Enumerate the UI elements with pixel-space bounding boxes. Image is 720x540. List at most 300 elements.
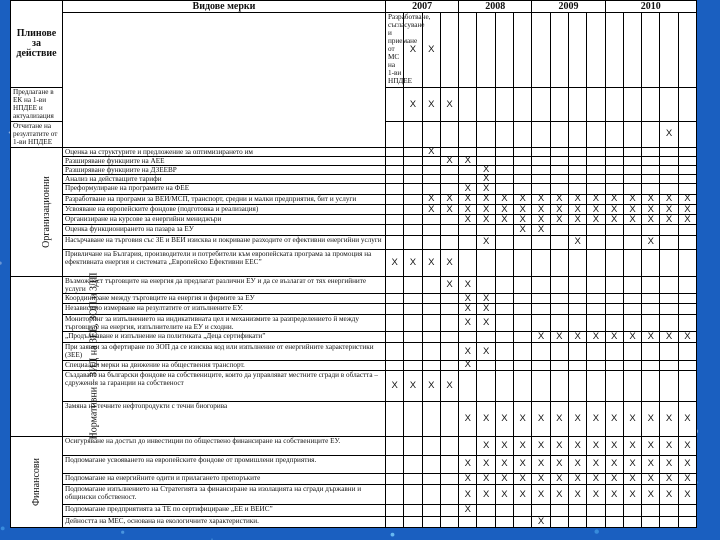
background-dot: [121, 531, 124, 534]
period-mark: [422, 304, 440, 314]
period-mark: X: [568, 332, 586, 343]
tools-header: Плинове за действие: [11, 1, 63, 88]
group-label-cell: [11, 147, 63, 276]
period-mark: [386, 225, 404, 235]
measure-text: Възможност търговците на енергия да предлагат различни ЕУ и да се възлагат от тях енергийните услуги: [63, 276, 386, 293]
period-mark: [550, 175, 568, 184]
period-mark: [568, 343, 586, 360]
period-mark: [605, 304, 623, 314]
period-mark: [605, 147, 623, 156]
period-mark: [678, 343, 696, 360]
group-label-cell: [11, 436, 63, 527]
period-mark: [495, 225, 513, 235]
measures-table: [10, 0, 697, 528]
period-mark: X: [477, 473, 495, 484]
period-mark: [514, 516, 532, 527]
period-mark: [459, 332, 477, 343]
period-mark: X: [550, 332, 568, 343]
period-mark: X: [440, 88, 458, 122]
period-mark: [422, 505, 440, 516]
measure-text: Отчитане на резултатите от 1-ви НПДЕЕ: [11, 121, 63, 147]
period-mark: X: [568, 401, 586, 436]
period-mark: X: [514, 215, 532, 225]
period-mark: X: [623, 473, 641, 484]
period-mark: [477, 505, 495, 516]
period-mark: X: [642, 235, 660, 249]
period-mark: [532, 250, 550, 277]
period-mark: X: [422, 13, 440, 88]
period-mark: [404, 456, 422, 473]
period-mark: [404, 436, 422, 455]
period-mark: [404, 225, 422, 235]
period-mark: [404, 473, 422, 484]
period-mark: X: [550, 401, 568, 436]
year-2009: 2009: [532, 1, 605, 13]
period-mark: X: [404, 250, 422, 277]
period-mark: [495, 13, 513, 88]
period-mark: [440, 235, 458, 249]
period-mark: [386, 360, 404, 370]
period-mark: X: [495, 215, 513, 225]
period-mark: [386, 294, 404, 304]
period-mark: X: [477, 401, 495, 436]
period-mark: [495, 121, 513, 147]
period-mark: [440, 436, 458, 455]
period-mark: [568, 304, 586, 314]
period-mark: [495, 314, 513, 331]
period-mark: X: [660, 484, 678, 505]
period-mark: [495, 516, 513, 527]
year-2010: 2010: [605, 1, 696, 13]
period-mark: [642, 516, 660, 527]
period-mark: [605, 314, 623, 331]
period-mark: [587, 225, 605, 235]
period-mark: [422, 484, 440, 505]
period-mark: X: [477, 166, 495, 175]
period-mark: [514, 304, 532, 314]
period-mark: [587, 147, 605, 156]
period-mark: X: [477, 436, 495, 455]
period-mark: [678, 294, 696, 304]
period-mark: [660, 314, 678, 331]
period-mark: X: [623, 332, 641, 343]
period-mark: X: [660, 215, 678, 225]
table-row: [11, 436, 697, 455]
period-mark: [660, 175, 678, 184]
measure-text: Подпомагане на енергийните одити и прилагането препоръките: [63, 473, 386, 484]
period-mark: X: [459, 194, 477, 204]
period-mark: X: [568, 235, 586, 249]
period-mark: X: [587, 332, 605, 343]
period-mark: [495, 235, 513, 249]
period-mark: [605, 88, 623, 122]
period-mark: X: [550, 456, 568, 473]
period-mark: [386, 121, 404, 147]
period-mark: [386, 516, 404, 527]
table-row: [11, 473, 697, 484]
measures-sheet: [10, 0, 696, 528]
period-mark: [678, 516, 696, 527]
period-mark: [532, 166, 550, 175]
period-mark: X: [550, 484, 568, 505]
period-mark: [605, 175, 623, 184]
measure-text: Осигуряване на достъп до инвестиции по обществено финансиране на собствениците ЕУ.: [63, 436, 386, 455]
period-mark: [532, 88, 550, 122]
table-row: [11, 456, 697, 473]
period-mark: [587, 343, 605, 360]
period-mark: [678, 360, 696, 370]
period-mark: [660, 360, 678, 370]
period-mark: X: [605, 215, 623, 225]
period-mark: [386, 147, 404, 156]
period-mark: X: [422, 250, 440, 277]
period-mark: [550, 505, 568, 516]
period-mark: X: [532, 456, 550, 473]
period-mark: [623, 166, 641, 175]
period-mark: [440, 484, 458, 505]
period-mark: X: [459, 473, 477, 484]
period-mark: X: [459, 484, 477, 505]
period-mark: [404, 516, 422, 527]
period-mark: [422, 360, 440, 370]
period-mark: [678, 250, 696, 277]
period-mark: [642, 88, 660, 122]
period-mark: [642, 121, 660, 147]
period-mark: [514, 505, 532, 516]
period-mark: X: [514, 225, 532, 235]
period-mark: [386, 343, 404, 360]
period-mark: [440, 225, 458, 235]
period-mark: [386, 456, 404, 473]
period-mark: [532, 175, 550, 184]
period-mark: X: [623, 436, 641, 455]
period-mark: [386, 401, 404, 436]
period-mark: [550, 304, 568, 314]
period-mark: [459, 436, 477, 455]
period-mark: [587, 88, 605, 122]
period-mark: X: [642, 456, 660, 473]
period-mark: [422, 456, 440, 473]
period-mark: X: [422, 88, 440, 122]
measure-text: Оценка функционирането на пазара за ЕУ: [63, 225, 386, 235]
period-mark: X: [514, 194, 532, 204]
period-mark: X: [514, 204, 532, 214]
period-mark: X: [477, 204, 495, 214]
period-mark: [568, 121, 586, 147]
period-mark: [678, 276, 696, 293]
measure-text: Подпомагане предприятията за ТЕ по сертифициране „ЕЕ и ВЕИС”: [63, 505, 386, 516]
table-row: [11, 156, 697, 165]
period-mark: [404, 276, 422, 293]
period-mark: X: [550, 194, 568, 204]
period-mark: X: [605, 401, 623, 436]
period-mark: [386, 166, 404, 175]
period-mark: [660, 13, 678, 88]
period-mark: [404, 147, 422, 156]
table-row: [11, 516, 697, 527]
period-mark: [550, 371, 568, 402]
period-mark: [605, 371, 623, 402]
period-mark: [386, 215, 404, 225]
period-mark: [404, 184, 422, 194]
period-mark: [678, 156, 696, 165]
period-mark: X: [532, 484, 550, 505]
period-mark: [550, 121, 568, 147]
measure-text: Подпомагане усвояването на европейските фондове от промишлени предприятия.: [63, 456, 386, 473]
header-row: [11, 1, 697, 13]
period-mark: [587, 121, 605, 147]
measure-text: Преформулиране на програмите на ФЕЕ: [63, 184, 386, 194]
period-mark: [550, 516, 568, 527]
measure-text: Разработване, съгласуване и приемане от МС на 1-ви НПДЕЕ: [386, 13, 404, 88]
period-mark: X: [642, 215, 660, 225]
period-mark: [550, 276, 568, 293]
period-mark: [587, 235, 605, 249]
period-mark: [404, 401, 422, 436]
period-mark: X: [440, 204, 458, 214]
period-mark: [568, 147, 586, 156]
period-mark: X: [440, 371, 458, 402]
period-mark: [678, 147, 696, 156]
period-mark: X: [477, 175, 495, 184]
period-mark: [477, 147, 495, 156]
period-mark: [568, 294, 586, 304]
period-mark: [660, 225, 678, 235]
period-mark: [623, 304, 641, 314]
period-mark: [440, 166, 458, 175]
period-mark: X: [532, 401, 550, 436]
period-mark: X: [642, 401, 660, 436]
table-row: [11, 304, 697, 314]
period-mark: [587, 505, 605, 516]
period-mark: X: [605, 194, 623, 204]
period-mark: [605, 225, 623, 235]
table-row: [11, 175, 697, 184]
period-mark: [568, 225, 586, 235]
period-mark: X: [605, 484, 623, 505]
period-mark: [623, 121, 641, 147]
measure-text: „Продължаване и изпълнение на политиката „Деца сертификати”: [63, 332, 386, 343]
period-mark: [605, 360, 623, 370]
period-mark: X: [459, 456, 477, 473]
table-row: [11, 371, 697, 402]
table-row: [11, 13, 697, 88]
period-mark: [642, 505, 660, 516]
measure-text: Оценка на структурите и предложение за оптимизирането им: [63, 147, 386, 156]
period-mark: [514, 371, 532, 402]
period-mark: [495, 332, 513, 343]
period-mark: [440, 473, 458, 484]
period-mark: X: [532, 194, 550, 204]
period-mark: X: [642, 332, 660, 343]
period-mark: [642, 147, 660, 156]
period-mark: [532, 304, 550, 314]
period-mark: [404, 332, 422, 343]
table-row: [11, 294, 697, 304]
period-mark: [623, 505, 641, 516]
table-row: [11, 215, 697, 225]
year-2008: 2008: [459, 1, 532, 13]
period-mark: X: [477, 456, 495, 473]
period-mark: [623, 13, 641, 88]
period-mark: [623, 294, 641, 304]
period-mark: X: [495, 456, 513, 473]
period-mark: X: [514, 484, 532, 505]
period-mark: X: [459, 505, 477, 516]
period-mark: X: [477, 484, 495, 505]
period-mark: [422, 156, 440, 165]
period-mark: X: [568, 473, 586, 484]
period-mark: [495, 304, 513, 314]
period-mark: [678, 175, 696, 184]
period-mark: [459, 250, 477, 277]
period-mark: [550, 147, 568, 156]
period-mark: [550, 166, 568, 175]
period-mark: X: [459, 401, 477, 436]
group-label: Финансови: [30, 457, 42, 506]
period-mark: X: [532, 204, 550, 214]
period-mark: X: [623, 204, 641, 214]
period-mark: [678, 121, 696, 147]
period-mark: X: [642, 194, 660, 204]
measure-text: Анализ на действащите тарифи: [63, 175, 386, 184]
period-mark: X: [678, 401, 696, 436]
group-label: Нормативни – ЗИД на ЗЕЕ, ЗОП и ЗДП: [88, 272, 100, 440]
period-mark: X: [459, 343, 477, 360]
period-mark: [568, 88, 586, 122]
table-row: [11, 225, 697, 235]
period-mark: [477, 332, 495, 343]
period-mark: [568, 314, 586, 331]
period-mark: [495, 156, 513, 165]
period-mark: [605, 343, 623, 360]
measure-text: Независимо измерване на резултатите от изпълнените ЕУ.: [63, 304, 386, 314]
period-mark: X: [587, 456, 605, 473]
period-mark: X: [422, 194, 440, 204]
period-mark: [587, 156, 605, 165]
period-mark: [587, 250, 605, 277]
period-mark: [587, 294, 605, 304]
period-mark: X: [477, 304, 495, 314]
period-mark: [386, 204, 404, 214]
period-mark: X: [587, 436, 605, 455]
period-mark: [678, 13, 696, 88]
measure-text: Дейността на МЕС, основана на екологичните характеристики.: [63, 516, 386, 527]
period-mark: X: [477, 194, 495, 204]
period-mark: X: [678, 332, 696, 343]
period-mark: X: [623, 484, 641, 505]
period-mark: [532, 276, 550, 293]
period-mark: X: [550, 473, 568, 484]
period-mark: [550, 88, 568, 122]
period-mark: X: [568, 215, 586, 225]
period-mark: [477, 121, 495, 147]
period-mark: [477, 250, 495, 277]
measure-text: Координиране между търговците на енергия и фирмите за ЕУ: [63, 294, 386, 304]
period-mark: X: [477, 235, 495, 249]
period-mark: X: [660, 401, 678, 436]
period-mark: X: [587, 473, 605, 484]
period-mark: [495, 360, 513, 370]
period-mark: X: [532, 473, 550, 484]
period-mark: [440, 456, 458, 473]
period-mark: [514, 343, 532, 360]
period-mark: [422, 225, 440, 235]
period-mark: [532, 343, 550, 360]
period-mark: [568, 505, 586, 516]
period-mark: X: [386, 250, 404, 277]
period-mark: [440, 343, 458, 360]
period-mark: [422, 166, 440, 175]
period-mark: [459, 121, 477, 147]
period-mark: [386, 332, 404, 343]
period-mark: [587, 13, 605, 88]
period-mark: X: [660, 436, 678, 455]
period-mark: [404, 505, 422, 516]
period-mark: [532, 235, 550, 249]
period-mark: X: [660, 332, 678, 343]
period-mark: [623, 175, 641, 184]
period-mark: X: [587, 484, 605, 505]
period-mark: X: [459, 294, 477, 304]
period-mark: X: [532, 436, 550, 455]
period-mark: [495, 276, 513, 293]
table-row: [11, 250, 697, 277]
period-mark: X: [514, 456, 532, 473]
period-mark: [623, 147, 641, 156]
period-mark: [514, 13, 532, 88]
measure-text: Разширяване функциите на ДЗЕЕВР: [63, 166, 386, 175]
table-row: [11, 484, 697, 505]
period-mark: X: [568, 484, 586, 505]
table-row: [11, 235, 697, 249]
period-mark: X: [495, 194, 513, 204]
period-mark: [404, 121, 422, 147]
period-mark: X: [587, 215, 605, 225]
period-mark: [422, 276, 440, 293]
period-mark: [568, 156, 586, 165]
period-mark: [587, 175, 605, 184]
period-mark: [404, 156, 422, 165]
period-mark: X: [477, 314, 495, 331]
period-mark: X: [660, 204, 678, 214]
background-dot: [391, 533, 395, 537]
period-mark: [660, 156, 678, 165]
period-mark: [550, 314, 568, 331]
period-mark: [623, 371, 641, 402]
period-mark: X: [477, 215, 495, 225]
group-label: Организационни: [40, 175, 52, 248]
period-mark: [605, 516, 623, 527]
period-mark: [678, 505, 696, 516]
period-mark: [550, 343, 568, 360]
period-mark: X: [623, 456, 641, 473]
period-mark: X: [605, 473, 623, 484]
period-mark: [605, 505, 623, 516]
period-mark: X: [660, 456, 678, 473]
period-mark: [660, 371, 678, 402]
period-mark: [514, 121, 532, 147]
period-mark: [660, 276, 678, 293]
period-mark: [422, 332, 440, 343]
period-mark: [568, 250, 586, 277]
period-mark: X: [440, 250, 458, 277]
period-mark: [587, 166, 605, 175]
period-mark: [660, 166, 678, 175]
period-mark: X: [678, 456, 696, 473]
period-mark: [550, 156, 568, 165]
period-mark: [660, 343, 678, 360]
